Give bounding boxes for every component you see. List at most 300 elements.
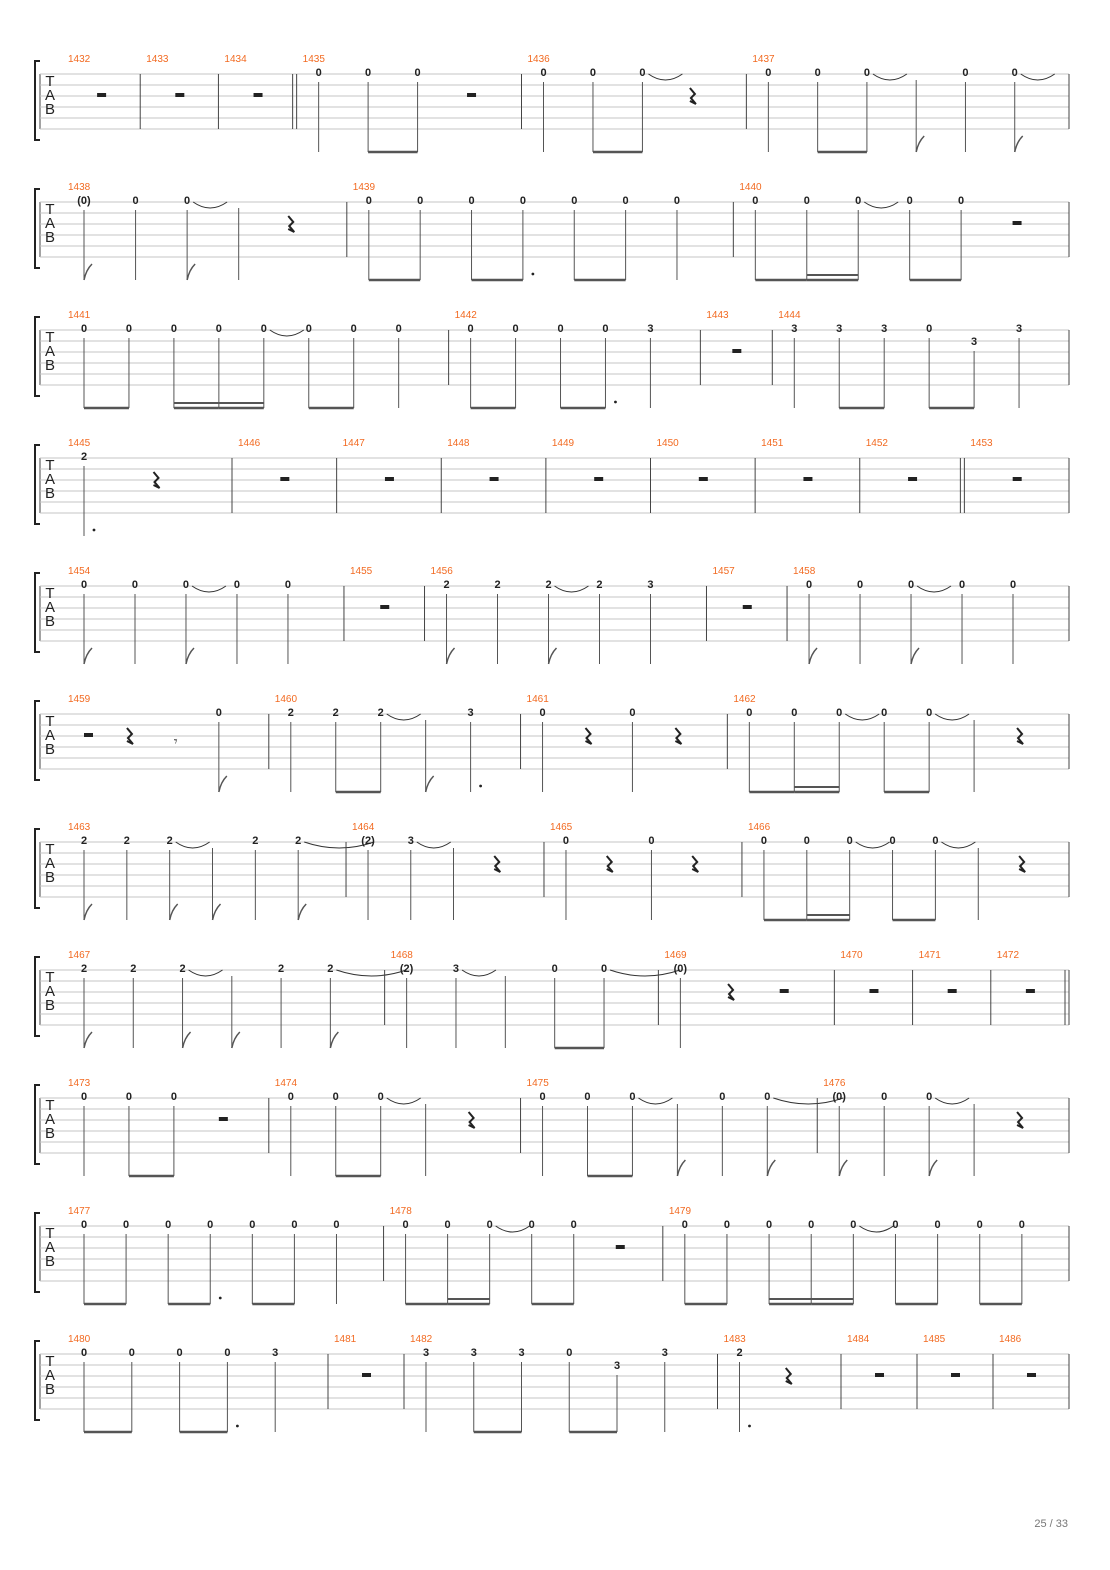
fret-number: 0 (934, 1219, 941, 1231)
fret-number: 0 (165, 1219, 172, 1231)
measure-number: 1449 (551, 438, 575, 449)
fret-number: 0 (80, 579, 88, 591)
fret-number: 0 (260, 323, 267, 335)
system-bracket (35, 61, 40, 140)
system-bracket (35, 1341, 40, 1420)
half-rest (732, 349, 741, 353)
measure-number: 1459 (68, 694, 91, 705)
fret-number: 2 (295, 835, 302, 847)
fret-number: 0 (906, 195, 913, 207)
fret-number: 0 (170, 1091, 177, 1103)
measure-number: 1445 (68, 438, 91, 449)
fret-number: 3 (881, 323, 888, 335)
tie-arc (638, 1098, 672, 1104)
measure (68, 1206, 340, 1304)
measure-number: 1466 (747, 822, 771, 833)
tab-system (35, 1334, 1069, 1432)
tie-arc (845, 714, 879, 720)
fret-number: 0 (571, 195, 578, 207)
measure-number: 1460 (274, 694, 298, 705)
tab-system (35, 950, 1069, 1048)
half-rest (1027, 1373, 1036, 1377)
tab-clef-letter: A (44, 1111, 56, 1128)
measure-number: 1468 (390, 950, 413, 961)
system-bracket (35, 957, 40, 1036)
tab-clef-letter: B (44, 1253, 56, 1270)
tab-clef-letter: T (45, 1353, 55, 1370)
tab-clef-letter: A (44, 87, 56, 104)
tab-clef-letter: B (44, 229, 56, 246)
fret-number: 0 (766, 1219, 773, 1231)
fret-number: 0 (926, 323, 933, 335)
tie-arc (176, 842, 210, 848)
half-rest (699, 477, 708, 481)
half-rest (97, 93, 106, 97)
note-flag (1015, 136, 1023, 152)
measure (663, 1206, 1025, 1304)
half-rest (467, 93, 476, 97)
tab-clef-letter: A (44, 855, 56, 872)
eighth-rest: 𝄾 (173, 734, 178, 750)
measure-number: 1477 (68, 1206, 91, 1217)
fret-number: 0 (673, 195, 681, 207)
measure-number: 1448 (447, 438, 470, 449)
fret-number: 0 (131, 579, 139, 591)
measure-number: 1440 (739, 182, 762, 193)
tab-clef-letter: A (44, 1239, 56, 1256)
fret-number: 0 (1009, 579, 1017, 591)
tab-clef-letter: B (44, 101, 56, 118)
measure-number: 1444 (778, 310, 801, 321)
half-rest (280, 477, 289, 481)
measure-number: 1451 (761, 438, 784, 449)
fret-number: 0 (814, 67, 821, 79)
measure (68, 950, 406, 1048)
measure (718, 1334, 792, 1432)
measure (522, 54, 696, 152)
fret-number: 3 (452, 963, 460, 975)
system-bracket (35, 317, 40, 396)
system-bracket (35, 701, 40, 780)
measure-number: 1458 (793, 566, 816, 577)
measure (521, 694, 682, 792)
tie-arc (873, 74, 907, 80)
fret-number: 3 (467, 707, 474, 719)
half-rest (362, 1373, 371, 1377)
measure-number: 1437 (752, 54, 775, 65)
fret-number: 0 (589, 67, 597, 79)
measure-number: 1480 (68, 1334, 91, 1345)
fret-number: 0 (402, 1219, 409, 1231)
measure (817, 1078, 1023, 1176)
fret-number: 0 (182, 579, 190, 591)
half-rest (1026, 989, 1035, 993)
measure (404, 1334, 668, 1432)
fret-number: 3 (470, 1347, 477, 1359)
fret-number: 0 (468, 195, 475, 207)
tab-system (35, 694, 1069, 792)
fret-number: 0 (681, 1219, 688, 1231)
measure (521, 1078, 844, 1176)
fret-number: 0 (855, 195, 862, 207)
half-rest (380, 605, 389, 609)
fret-number: 0 (1018, 1219, 1025, 1231)
fret-number: 0 (539, 707, 546, 719)
measure-number: 1433 (146, 54, 169, 65)
fret-number: (2) (361, 835, 375, 847)
measure (384, 1206, 625, 1304)
measure-number: 1486 (999, 1334, 1022, 1345)
fret-number: 0 (80, 1219, 88, 1231)
fret-number: 3 (518, 1347, 525, 1359)
fret-number: 0 (233, 579, 241, 591)
fret-number: 0 (926, 707, 933, 719)
fret-number: 3 (407, 835, 414, 847)
fret-number: 2 (545, 579, 552, 591)
fret-number: 0 (836, 707, 843, 719)
measure (68, 182, 294, 280)
measure-number: 1474 (274, 1078, 298, 1089)
measure (269, 694, 482, 792)
half-rest (385, 477, 394, 481)
measure-number: 1473 (68, 1078, 91, 1089)
measure (269, 1078, 475, 1176)
fret-number: 0 (719, 1091, 726, 1103)
fret-number: 0 (540, 67, 547, 79)
measure (733, 182, 1021, 280)
tie-arc (417, 842, 451, 848)
measure-number: 1447 (342, 438, 365, 449)
fret-number: 0 (648, 835, 655, 847)
fret-number: 0 (629, 707, 636, 719)
measure (68, 1334, 278, 1432)
measure (68, 438, 160, 536)
fret-number: 0 (551, 963, 558, 975)
fret-number: 0 (125, 1091, 133, 1103)
measure (68, 566, 291, 664)
tab-clef-letter: B (44, 357, 56, 374)
tie-arc (387, 1098, 421, 1104)
tie-arc (496, 1226, 530, 1232)
half-rest (594, 477, 603, 481)
fret-number: 0 (350, 323, 357, 335)
fret-number: 0 (249, 1219, 256, 1231)
measure-number: 1469 (664, 950, 687, 961)
fret-number: 0 (584, 1091, 591, 1103)
note-flag (232, 1032, 240, 1048)
tab-system (35, 1078, 1069, 1176)
tab-clef-letter: T (45, 1097, 55, 1114)
tab-clef-letter: A (44, 343, 56, 360)
fret-number: 0 (557, 323, 564, 335)
fret-number: 0 (132, 195, 139, 207)
fret-number: 0 (332, 1091, 339, 1103)
half-rest (175, 93, 184, 97)
tab-clef-letter: B (44, 613, 56, 630)
measure-number: 1481 (334, 1334, 357, 1345)
tab-clef-letter: T (45, 969, 55, 986)
tab-system (35, 1206, 1069, 1304)
half-rest (219, 1117, 228, 1121)
fret-number: 3 (647, 323, 654, 335)
fret-number: 0 (976, 1219, 983, 1231)
fret-number: 2 (166, 835, 173, 847)
fret-number: 0 (907, 579, 915, 591)
tie-arc (856, 842, 890, 848)
tab-clef-letter: T (45, 201, 55, 218)
tab-clef-letter: A (44, 1367, 56, 1384)
fret-number: 2 (123, 835, 130, 847)
note-flag (929, 1160, 937, 1176)
measure-number: 1482 (410, 1334, 433, 1345)
rhythm-dot (748, 1425, 751, 1428)
half-rest (803, 477, 812, 481)
half-rest (84, 733, 93, 737)
note-flag (767, 1160, 775, 1176)
fret-number: 3 (647, 579, 654, 591)
tab-clef-letter: B (44, 869, 56, 886)
fret-number: 0 (850, 1219, 857, 1231)
half-rest (948, 989, 957, 993)
system-bracket (35, 1085, 40, 1164)
system-bracket (35, 445, 40, 524)
measure-number: 1435 (302, 54, 325, 65)
fret-number: 2 (252, 835, 259, 847)
measure-number: 1436 (527, 54, 550, 65)
fret-number: 0 (365, 67, 372, 79)
measure (347, 182, 680, 280)
fret-number: 0 (889, 835, 896, 847)
fret-number: 0 (539, 1091, 546, 1103)
tab-clef-letter: B (44, 1381, 56, 1398)
fret-number: 0 (125, 323, 133, 335)
fret-number: 2 (327, 963, 334, 975)
tie-arc (189, 970, 223, 976)
tie-arc (935, 1098, 969, 1104)
measure (544, 822, 698, 920)
measure-number: 1443 (706, 310, 729, 321)
fret-number: 0 (176, 1347, 183, 1359)
tie-arc (462, 970, 496, 976)
tie-arc (1021, 74, 1055, 80)
measure-number: 1476 (823, 1078, 846, 1089)
note-flag (84, 904, 92, 920)
fret-number: 0 (1011, 67, 1018, 79)
fret-number: 0 (962, 67, 969, 79)
tab-clef-letter: A (44, 471, 56, 488)
note-flag (447, 648, 455, 664)
fret-number: 0 (528, 1219, 535, 1231)
note-flag (84, 264, 92, 280)
fret-number: 0 (639, 67, 646, 79)
measure-number: 1462 (733, 694, 756, 705)
fret-number: 0 (365, 195, 372, 207)
system-bracket (35, 573, 40, 652)
fret-number: 0 (315, 67, 322, 79)
rhythm-dot (219, 1297, 222, 1300)
tab-clef-letter: T (45, 73, 55, 90)
fret-number: 3 (661, 1347, 668, 1359)
fret-number: 3 (272, 1347, 279, 1359)
note-flag (84, 1032, 92, 1048)
fret-number: 0 (958, 195, 965, 207)
note-flag (549, 648, 557, 664)
note-flag (911, 648, 919, 664)
page-number: 25 / 33 (1034, 1518, 1068, 1530)
fret-number: 0 (622, 195, 629, 207)
measure-number: 1438 (68, 182, 91, 193)
system-bracket (35, 189, 40, 268)
measure (746, 54, 1054, 152)
fret-number: 0 (629, 1091, 636, 1103)
tie-arc (648, 74, 682, 80)
measure (68, 694, 227, 792)
measure-number: 1446 (238, 438, 261, 449)
fret-number: 2 (80, 835, 88, 847)
fret-number: 0 (414, 67, 421, 79)
measure-number: 1461 (526, 694, 549, 705)
measure-number: 1467 (68, 950, 91, 961)
fret-number: 3 (791, 323, 798, 335)
tie-arc (270, 330, 304, 336)
fret-number: 0 (562, 835, 570, 847)
tab-clef-letter: A (44, 215, 56, 232)
measure-number: 1457 (712, 566, 735, 577)
fret-number: 2 (179, 963, 186, 975)
measure-number: 1484 (847, 1334, 870, 1345)
measure-number: 1454 (68, 566, 91, 577)
fret-number: 3 (971, 336, 978, 348)
tab-system (35, 182, 1069, 280)
note-flag (839, 1160, 847, 1176)
half-rest (1013, 477, 1022, 481)
tie-arc (336, 970, 406, 976)
tab-system (35, 822, 1069, 920)
note-flag (426, 776, 434, 792)
tie-arc (610, 970, 680, 976)
note-flag (187, 264, 195, 280)
measure-number: 1463 (68, 822, 91, 833)
rhythm-dot (614, 401, 617, 404)
note-flag (219, 776, 227, 792)
fret-number: 2 (377, 707, 384, 719)
fret-number: 0 (805, 579, 813, 591)
fret-number: 0 (926, 1091, 933, 1103)
tab-system (35, 310, 1069, 408)
half-rest (490, 477, 499, 481)
system-bracket (35, 829, 40, 908)
fret-number: 2 (130, 963, 137, 975)
fret-number: 0 (80, 1347, 88, 1359)
fret-number: 0 (395, 323, 402, 335)
fret-number: 0 (184, 195, 191, 207)
fret-number: 0 (305, 323, 312, 335)
fret-number: 0 (417, 195, 424, 207)
rhythm-dot (93, 529, 96, 532)
fret-number: 2 (596, 579, 603, 591)
measure-number: 1485 (923, 1334, 946, 1345)
note-flag (298, 904, 306, 920)
fret-number: 0 (486, 1219, 493, 1231)
fret-number: 3 (613, 1360, 621, 1372)
half-rest (951, 1373, 960, 1377)
fret-number: 0 (467, 323, 474, 335)
rhythm-dot (531, 273, 534, 276)
measure-number: 1453 (970, 438, 993, 449)
tab-system (35, 566, 1069, 664)
fret-number: 0 (602, 323, 609, 335)
half-rest (254, 93, 263, 97)
fret-number: 0 (760, 835, 768, 847)
measure (772, 310, 1022, 408)
fret-number: 3 (836, 323, 843, 335)
measure (385, 950, 680, 1048)
fret-number: 0 (207, 1219, 214, 1231)
fret-number: 0 (570, 1219, 577, 1231)
fret-number: 0 (291, 1219, 298, 1231)
note-flag (330, 1032, 338, 1048)
tie-arc (192, 586, 226, 592)
fret-number: 0 (765, 67, 772, 79)
measure-number: 1456 (430, 566, 453, 577)
fret-number: 2 (80, 963, 88, 975)
tab-clef-letter: T (45, 841, 55, 858)
fret-number: 2 (332, 707, 339, 719)
note-flag (183, 1032, 191, 1048)
measure-number: 1472 (996, 950, 1020, 961)
fret-number: 2 (278, 963, 285, 975)
note-flag (186, 648, 194, 664)
rhythm-dot (236, 1425, 239, 1428)
note-flag (809, 648, 817, 664)
measure-number: 1455 (349, 566, 373, 577)
measure (658, 950, 788, 1048)
measure (68, 822, 374, 920)
measure-number: 1442 (454, 310, 477, 321)
tie-arc (387, 714, 421, 720)
fret-number: 0 (856, 579, 864, 591)
note-flag (916, 136, 924, 152)
tab-clef-letter: B (44, 485, 56, 502)
measure-number: 1478 (389, 1206, 412, 1217)
fret-number: 0 (803, 195, 810, 207)
note-flag (84, 648, 92, 664)
tab-clef-letter: T (45, 329, 55, 346)
fret-number: 0 (224, 1347, 231, 1359)
measure-number: 1434 (224, 54, 247, 65)
fret-number: 0 (287, 1091, 294, 1103)
fret-number: 0 (846, 835, 853, 847)
measure-number: 1479 (668, 1206, 692, 1217)
fret-number: 0 (600, 963, 608, 975)
fret-number: 2 (494, 579, 501, 591)
tab-clef-letter: A (44, 599, 56, 616)
fret-number: 0 (170, 323, 177, 335)
measure-number: 1471 (918, 950, 941, 961)
measure (68, 54, 106, 97)
tie-arc (193, 202, 227, 208)
fret-number: (0) (673, 963, 688, 975)
fret-number: (2) (399, 963, 414, 975)
note-flag (170, 904, 178, 920)
fret-number: 0 (123, 1219, 130, 1231)
note-flag (677, 1160, 685, 1176)
tab-clef-letter: T (45, 457, 55, 474)
tab-clef-letter: T (45, 713, 55, 730)
fret-number: 0 (377, 1091, 384, 1103)
measure-number: 1432 (68, 54, 91, 65)
fret-number: 0 (746, 707, 753, 719)
